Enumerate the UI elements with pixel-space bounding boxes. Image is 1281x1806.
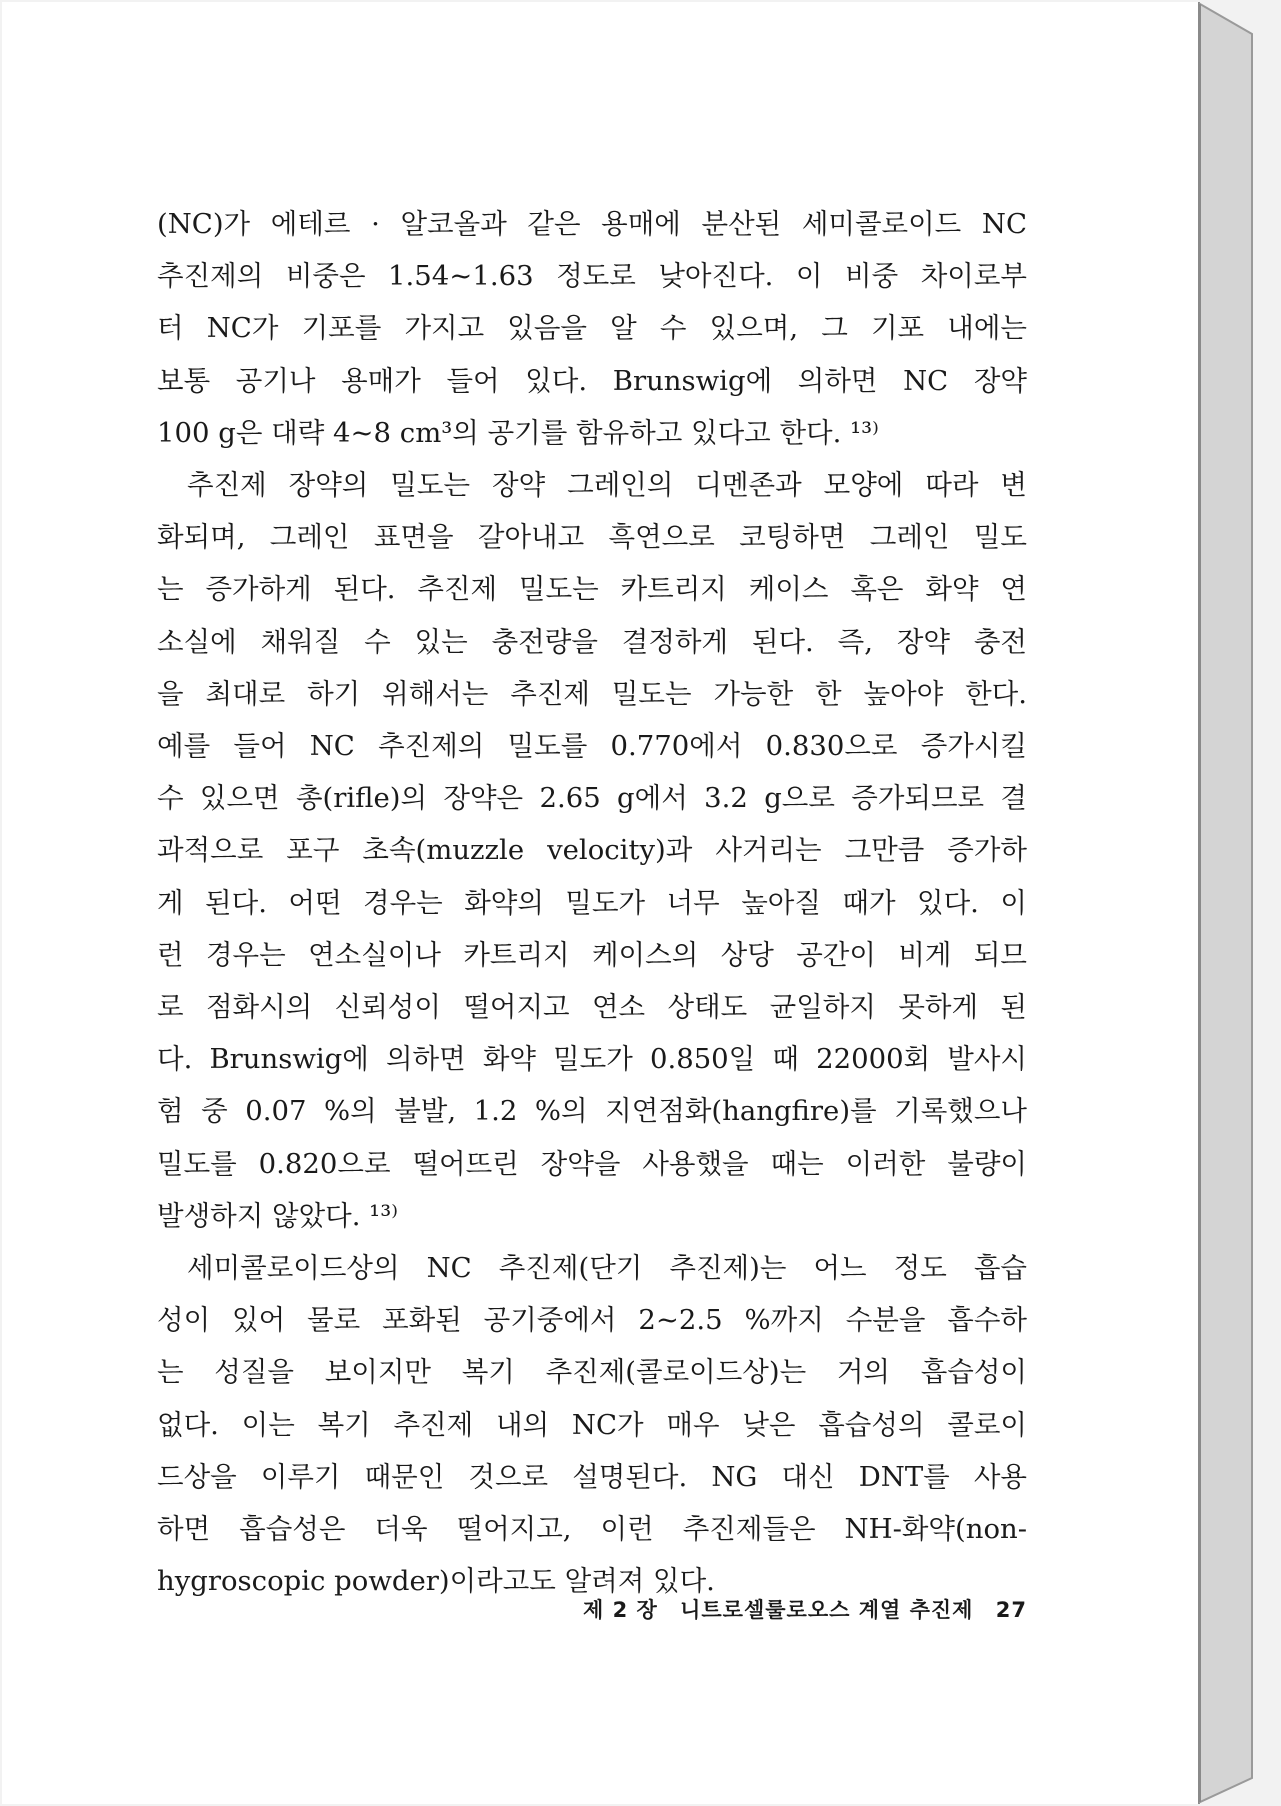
text-line: 험 중 0.07 %의 불발, 1.2 %의 지연점화(hangfire)를 기록했으나	[157, 1095, 1027, 1128]
text-line: 100 g은 대략 4~8 cm³의 공기를 함유하고 있다고 한다. ¹³⁾	[157, 416, 879, 449]
text-line: 보통 공기나 용매가 들어 있다. Brunswig에 의하면 NC 장약	[157, 364, 1027, 397]
text-line: 런 경우는 연소실이나 카트리지 케이스의 상당 공간이 비게 되므	[157, 938, 1027, 971]
page-number: 27	[995, 1598, 1027, 1622]
chapter-number: 제 2 장	[582, 1598, 658, 1622]
text-line: 로 점화시의 신뢰성이 떨어지고 연소 상태도 균일하지 못하게 된	[157, 991, 1027, 1024]
text-line: 밀도를 0.820으로 떨어뜨린 장약을 사용했을 때는 이러한 불량이	[157, 1147, 1027, 1180]
running-footer	[487, 1594, 1027, 1624]
text-line: 추진제의 비중은 1.54~1.63 정도로 낮아진다. 이 비중 차이로부	[157, 260, 1027, 293]
paragraph-1	[157, 198, 1027, 459]
text-line: 없다. 이는 복기 추진제 내의 NC가 매우 낮은 흡습성의 콜로이	[157, 1408, 1027, 1441]
text-line: 을 최대로 하기 위해서는 추진제 밀도는 가능한 한 높아야 한다.	[157, 677, 1027, 710]
text-line: 수 있으면 총(rifle)의 장약은 2.65 g에서 3.2 g으로 증가되므로 결	[157, 782, 1027, 815]
text-line: 발생하지 않았다. ¹³⁾	[157, 1199, 398, 1232]
text-line: 세미콜로이드상의 NC 추진제(단기 추진제)는 어느 정도 흡습	[187, 1252, 1027, 1285]
text-line: 성이 있어 물로 포화된 공기중에서 2~2.5 %까지 수분을 흡수하	[157, 1304, 1027, 1337]
text-line: 드상을 이루기 때문인 것으로 설명된다. NG 대신 DNT를 사용	[157, 1460, 1027, 1493]
text-line: 화되며, 그레인 표면을 갈아내고 흑연으로 코팅하면 그레인 밀도	[157, 521, 1027, 554]
text-line: 는 증가하게 된다. 추진제 밀도는 카트리지 케이스 혹은 화약 연	[157, 573, 1027, 606]
book-page	[2, 2, 1200, 1804]
text-line: 게 된다. 어떤 경우는 화약의 밀도가 너무 높아질 때가 있다. 이	[157, 886, 1027, 919]
chapter-title: 니트로셀룰로오스 계열 추진제	[680, 1598, 974, 1622]
book-edge-face	[1200, 4, 1252, 1802]
text-line: 예를 들어 NC 추진제의 밀도를 0.770에서 0.830으로 증가시킬	[157, 730, 1027, 763]
text-line: 터 NC가 기포를 가지고 있음을 알 수 있으며, 그 기포 내에는	[157, 312, 1027, 345]
text-line: hygroscopic powder)이라고도 알려져 있다.	[157, 1565, 715, 1598]
text-line: (NC)가 에테르 · 알코올과 같은 용매에 분산된 세미콜로이드 NC	[157, 208, 1027, 240]
text-line: 는 성질을 보이지만 복기 추진제(콜로이드상)는 거의 흡습성이	[157, 1356, 1027, 1389]
paragraph-2	[157, 459, 1027, 1242]
paragraph-3	[157, 1242, 1027, 1607]
text-line: 다. Brunswig에 의하면 화약 밀도가 0.850일 때 22000회 발사시	[157, 1043, 1027, 1076]
text-line: 소실에 채워질 수 있는 충전량을 결정하게 된다. 즉, 장약 충전	[157, 625, 1027, 658]
page-body	[157, 198, 1027, 1607]
text-line: 하면 흡습성은 더욱 떨어지고, 이런 추진제들은 NH-화약(non-	[157, 1513, 1027, 1546]
text-line: 추진제 장약의 밀도는 장약 그레인의 디멘존과 모양에 따라 변	[187, 469, 1027, 502]
text-line: 과적으로 포구 초속(muzzle velocity)과 사거리는 그만큼 증가하	[157, 834, 1027, 867]
